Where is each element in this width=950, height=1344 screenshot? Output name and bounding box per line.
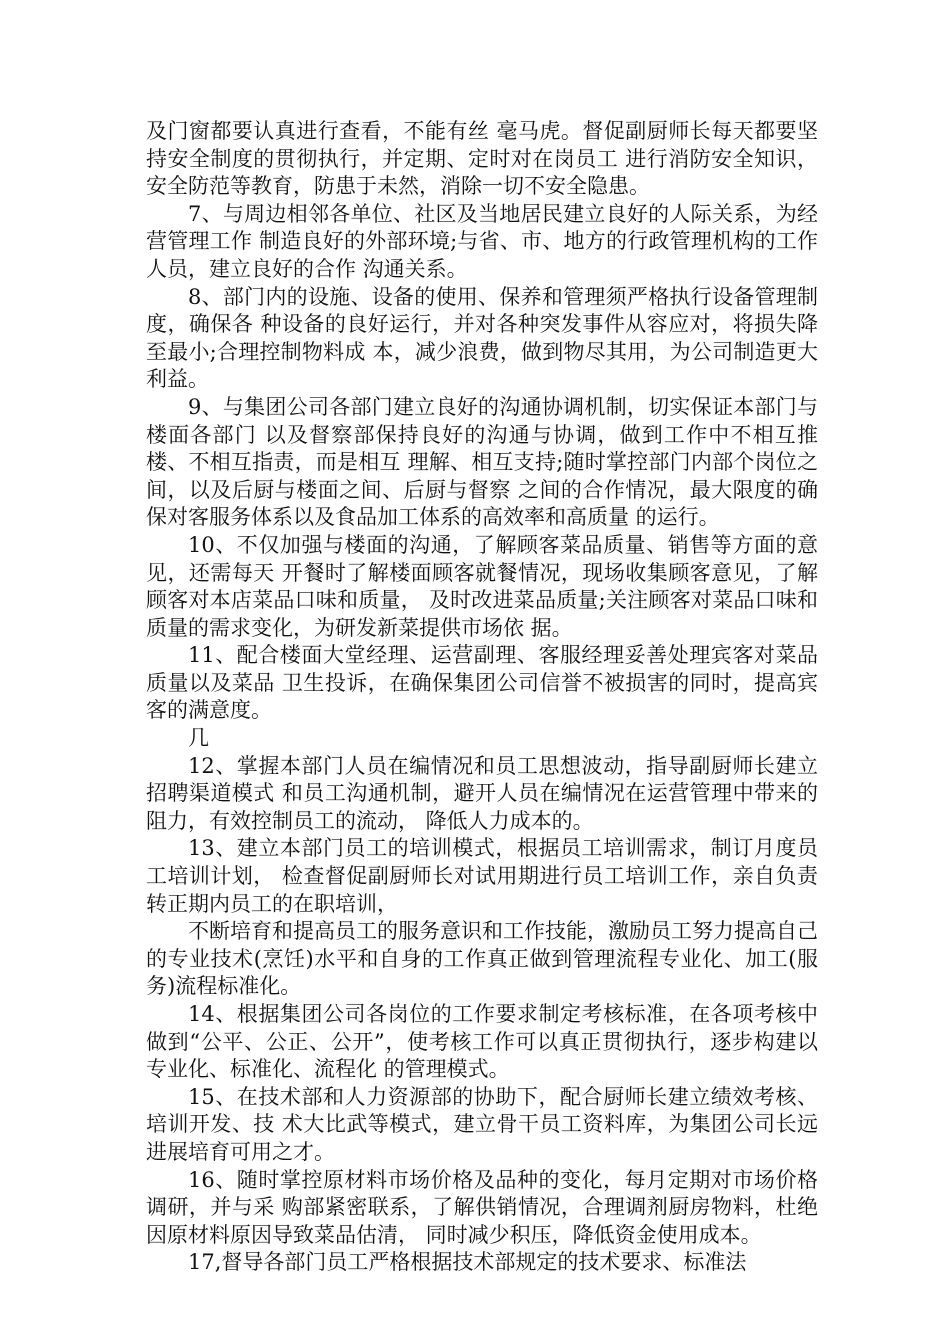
paragraph-16: 16、随时掌控原材料市场价格及品种的变化，每月定期对市场价格调研，并与采 购部紧密联系，了解供销情况，合理调剂厨房物料，杜绝因原材料原因导致菜品估清， 同时减少积压，降低资金使用成本。	[146, 1167, 818, 1247]
paragraph-9: 9、与集团公司各部门建立良好的沟通协调机制，切实保证本部门与楼面各部门 以及督察部保持良好的沟通与协调，做到工作中不相互推楼、不相互指责，而是相互 理解、相互支持;随时掌控部门内部个岗位之间，以及后厨与楼面之间、后厨与督察 之间的合作情况，最大限度的确保对客服务体系以及食品加工体系的高效率和高质量 的运行。	[146, 394, 818, 530]
paragraph-11: 11、配合楼面大堂经理、运营副理、客服经理妥善处理宾客对菜品质量以及菜品 卫生投诉，在确保集团公司信誉不被损害的同时，提高宾客的满意度。	[146, 643, 818, 723]
paragraph-8: 8、部门内的设施、设备的使用、保养和管理须严格执行设备管理制度，确保各 种设备的良好运行，并对各种突发事件从容应对，将损失降至最小;合理控制物料成 本，减少浪费，做到物尽其用，为公司制造更大利益。	[146, 284, 818, 392]
paragraph-15: 15、在技术部和人力资源部的协助下，配合厨师长建立绩效考核、培训开发、技 术大比武等模式，建立骨干员工资料库，为集团公司长远进展培育可用之才。	[146, 1084, 818, 1164]
paragraph-stray-char: 几	[188, 726, 209, 751]
document-body	[146, 118, 818, 1277]
paragraph-14: 14、根据集团公司各岗位的工作要求制定考核标准，在各项考核中做到“公平、公正、公开”，使考核工作可以真正贯彻执行，逐步构建以专业化、标准化、流程化 的管理模式。	[146, 1002, 818, 1082]
paragraph-12: 12、掌握本部门人员在编情况和员工思想波动，指导副厨师长建立招聘渠道模式 和员工沟通机制，避开人员在编情况在运营管理中带来的阻力，有效控制员工的流动， 降低人力成本的。	[146, 753, 818, 833]
paragraph-0: 及门窗都要认真进行查看，不能有丝 毫马虎。督促副厨师长每天都要坚持安全制度的贯彻执行，并定期、定时对在岗员工 进行消防安全知识，安全防范等教育，防患于未然，消除一切不安全隐患。	[146, 119, 818, 199]
paragraph-13-continued: 不断培育和提高员工的服务意识和工作技能，激励员工努力提高自己的专业技术(烹饪)水平和自身的工作真正做到管理流程专业化、加工(服务)流程标准化。	[146, 919, 818, 999]
paragraph-7: 7、与周边相邻各单位、社区及当地居民建立良好的人际关系，为经营管理工作 制造良好的外部环境;与省、市、地方的行政管理机构的工作人员，建立良好的合作 沟通关系。	[146, 201, 818, 281]
paragraph-13: 13、建立本部门员工的培训模式，根据员工培训需求，制订月度员工培训计划， 检查督促副厨师长对试用期进行员工培训工作，亲自负责转正期内员工的在职培训，	[146, 836, 818, 916]
paragraph-17: 17,督导各部门员工严格根据技术部规定的技术要求、标准法	[188, 1250, 747, 1275]
paragraph-10: 10、不仅加强与楼面的沟通，了解顾客菜品质量、销售等方面的意见，还需每天 开餐时了解楼面顾客就餐情况，现场收集顾客意见，了解顾客对本店菜品口味和质量， 及时改进菜品质量;关注顾客对菜品口味和质量的需求变化，为研发新菜提供市场依 据。	[146, 532, 818, 640]
